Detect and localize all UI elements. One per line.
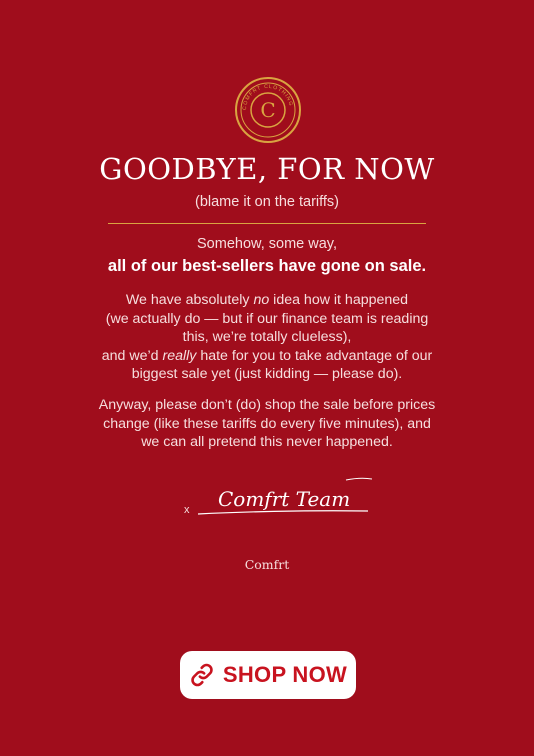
body-line: and we’d really hate for you to take advantage of our bbox=[101, 347, 433, 364]
seal-ring-text: COMFRT CLOTHING bbox=[241, 83, 294, 111]
body-line: Anyway, please don’t (do) shop the sale before prices bbox=[98, 397, 436, 413]
emphasis-no: no bbox=[253, 292, 270, 308]
signature-x-mark: x bbox=[184, 504, 190, 516]
link-icon bbox=[189, 662, 215, 688]
seal-letter: C bbox=[260, 98, 276, 122]
body-line: change (like these tariffs do every five minutes), and bbox=[103, 415, 431, 432]
body-line: (we actually do — but if our finance team is reading bbox=[105, 310, 429, 327]
intro-headline: all of our best-sellers have gone on sale. bbox=[107, 257, 427, 275]
emphasis-really: really bbox=[162, 347, 197, 364]
body-line: we can all pretend this never happened. bbox=[141, 434, 393, 451]
body-line: this, we’re totally clueless), bbox=[182, 329, 352, 346]
signature-script: Comfrt Team bbox=[218, 487, 351, 511]
body-paragraph-1 bbox=[40, 291, 494, 384]
page-subtitle: (blame it on the tariffs) bbox=[195, 194, 339, 210]
brand-seal-icon bbox=[234, 76, 302, 144]
brand-name: Comfrt bbox=[244, 557, 290, 572]
intro-line: Somehow, some way, bbox=[197, 236, 337, 252]
shop-now-label: SHOP NOW bbox=[222, 662, 348, 687]
body-line: We have absolutely no idea how it happened bbox=[125, 292, 409, 308]
shop-now-button[interactable] bbox=[180, 651, 356, 699]
body-line: biggest sale yet (just kidding — please do). bbox=[131, 366, 403, 383]
gold-divider bbox=[108, 223, 426, 224]
page-title: GOODBYE, FOR NOW bbox=[99, 152, 435, 186]
signature bbox=[182, 474, 372, 524]
body-paragraph-2 bbox=[40, 396, 494, 452]
